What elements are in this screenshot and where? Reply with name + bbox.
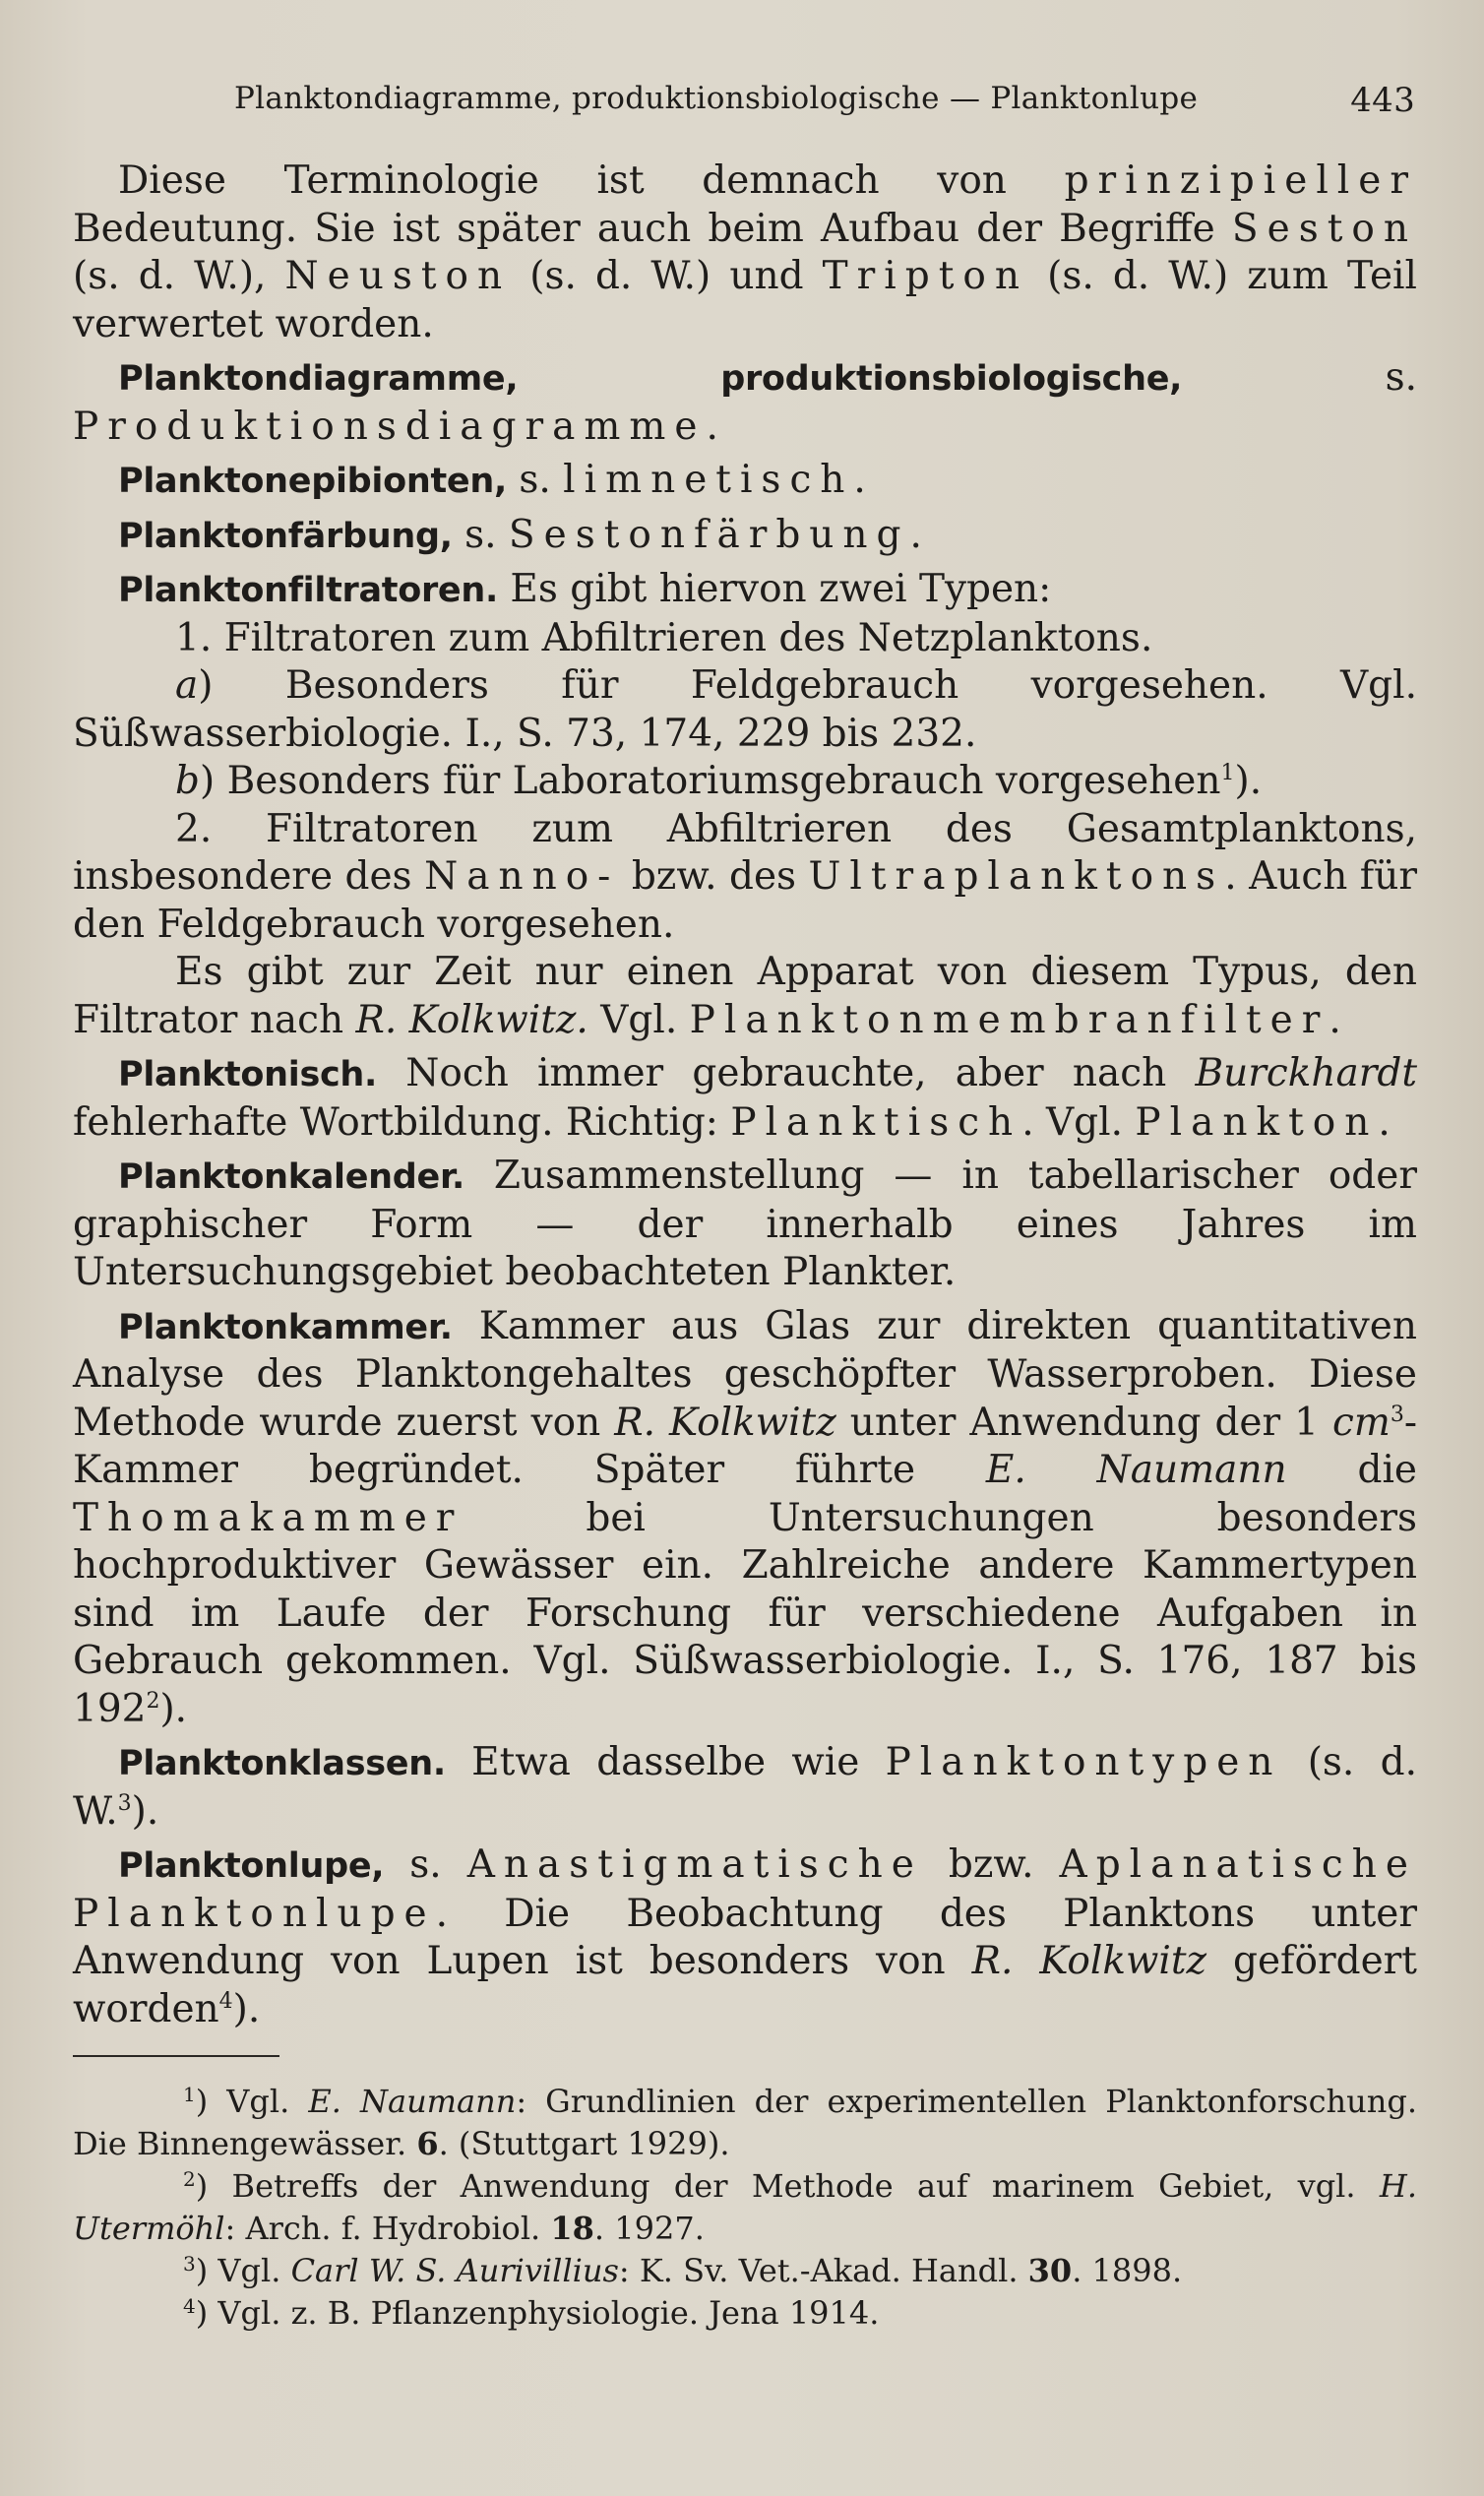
cross-reference: limnetisch (563, 458, 854, 502)
running-title: Planktondiagramme, produktionsbiologische — Planktonlupe (234, 81, 1199, 116)
entry-planktonisch: Planktonisch. Noch immer gebrauchte, aber nach Burckhardt fehlerhafte Wortbildung. Richtig: Planktisch. Vgl. Plankton. (73, 1051, 1417, 1145)
entry-term: Planktonfärbung, (118, 516, 453, 556)
page-body (73, 157, 1417, 2335)
spaced-term: Nanno- (424, 854, 620, 899)
cross-reference: Aplanatische Planktonlupe (73, 1842, 1417, 1936)
entry-planktonepibionten: Planktonepibionten, s. limnetisch. (118, 458, 866, 502)
page-number: 443 (1350, 81, 1415, 120)
entry-term: Planktonepibionten, (118, 462, 507, 501)
cross-reference: Planktontypen (885, 1740, 1282, 1784)
entry-planktondiagramme: Planktondiagramme, produktionsbiologische, s. Produktionsdiagramme. (73, 355, 1417, 449)
author-name: Burckhardt (1195, 1051, 1417, 1095)
spaced-term: Seston (1231, 206, 1417, 251)
footnote-3: $^3$) Vgl. Carl W. S. Aurivillius: K. Sv. Vet.-Akad. Handl. 30. 1898. (183, 2252, 1183, 2289)
footnote-4: $^4$) Vgl. z. B. Pflanzenphysiologie. Jena 1914. (183, 2294, 880, 2332)
entry-planktonfiltratoren: Planktonfiltratoren. Es gibt hiervon zwei Typen: (118, 567, 1052, 611)
footnotes (73, 2081, 1417, 2335)
spaced-term: Tripton (822, 254, 1029, 298)
cross-reference: Anastigmatische (466, 1842, 923, 1887)
footnote-1: $^1$) Vgl. E. Naumann: Grundlinien der experimentellen Planktonforschung. Die Binnengewässer. 6. (Stuttgart 1929). (73, 2083, 1417, 2162)
entry-planktonklassen: Planktonklassen. Etwa dasselbe wie Planktontypen (s. d. W.$^3$). (73, 1740, 1417, 1834)
cross-reference: Produktionsdiagramme (73, 404, 707, 449)
list-item-2: 2. Filtratoren zum Abfiltrieren des Gesamtplanktons, insbesondere des Nanno- bzw. des Ultraplanktons. Auch für den Feldgebrauch vorgesehen. (73, 806, 1417, 947)
entry-planktonfaerbung: Planktonfärbung, s. Sestonfärbung. (118, 512, 922, 557)
spaced-term: Ultraplanktons (808, 854, 1225, 899)
paragraph-filtrator: Es gibt zur Zeit nur einen Apparat von diesem Typus, den Filtrator nach R. Kolkwitz. Vgl. Planktonmembranfilter. (73, 950, 1417, 1042)
entry-term: Planktonklassen. (118, 1744, 446, 1783)
footnote-ref: 2 (146, 1688, 160, 1714)
author-name: R. Kolkwitz (614, 1400, 836, 1445)
spaced-term: Thomakammer (73, 1495, 464, 1540)
entry-term: Planktonlupe, (118, 1846, 385, 1886)
footnote-ref: 3 (117, 1790, 132, 1816)
footnote-ref: 1 (1220, 761, 1235, 785)
list-item-1b: b) Besonders für Laboratoriumsgebrauch vorgesehen$^1$). (175, 759, 1263, 803)
paragraph-terminologie: Diese Terminologie ist demnach von prinzipieller Bedeutung. Sie ist später auch beim Aufbau der Begriffe Seston (s. d. W.), Neuston (s. d. W.) und Tripton (s. d. W.) zum Teil verwertet worden. (73, 158, 1417, 346)
footnote-2: $^2$) Betreffs der Anwendung der Methode auf marinem Gebiet, vgl. H. Utermöhl: Arch. f. Hydrobiol. 18. 1927. (73, 2167, 1417, 2247)
cross-reference: Sestonfärbung (508, 512, 910, 557)
footnote-divider (73, 2055, 279, 2057)
entry-term: Planktonkammer. (118, 1307, 453, 1347)
entry-term: Planktonkalender. (118, 1157, 464, 1197)
entry-planktonlupe: Planktonlupe, s. Anastigmatische bzw. Aplanatische Planktonlupe. Die Beobachtung des Planktons unter Anwendung von Lupen ist besonders von R. Kolkwitz gefördert worden$^4$). (73, 1842, 1417, 2031)
entry-planktonkammer: Planktonkammer. Kammer aus Glas zur direkten quantitativen Analyse des Planktongehaltes geschöpfter Wasserproben. Diese Methode wurde zuerst von R. Kolkwitz unter Anwendung der 1 $cm^3$-Kammer begründet. Später führte E. Naumann die Thomakammer bei Untersuchungen besonders hochproduktiver Gewässer ein. Zahlreiche andere Kammertypen sind im Laufe der Forschung für verschiedene Aufgaben in Gebrauch gekommen. Vgl. Süßwasserbiologie. I., S. 176, 187 bis $192^2$). (73, 1303, 1418, 1731)
spaced-term: Neuston (284, 254, 512, 298)
list-item-1a: a) Besonders für Feldgebrauch vorgesehen. Vgl. Süßwasserbiologie. I., S. 73, 174, 229 bis 232. (73, 663, 1417, 756)
list-item-1: 1. Filtratoren zum Abfiltrieren des Netzplanktons. (175, 615, 1153, 660)
entry-term: Planktondiagramme, produktionsbiologische, (118, 359, 1183, 399)
cross-reference: Planktonmembranfilter (689, 997, 1329, 1042)
spaced-term: Planktisch (730, 1099, 1022, 1145)
entry-term: Planktonisch. (118, 1055, 378, 1094)
entry-planktonkalender: Planktonkalender. Zusammenstellung — in tabellarischer oder graphischer Form — der innerhalb eines Jahres im Untersuchungsgebiet beobachteten Plankter. (73, 1154, 1417, 1294)
cross-reference: Plankton (1135, 1099, 1379, 1145)
author-name: R. Kolkwitz (971, 1939, 1207, 1983)
entry-term: Planktonfiltratoren. (118, 571, 498, 610)
spaced-term: prinzipieller (1064, 158, 1417, 203)
author-name: E. Naumann (985, 1448, 1287, 1492)
page-header (234, 81, 1415, 130)
author-name: R. Kolkwitz. (355, 997, 588, 1042)
footnote-ref: 4 (218, 1988, 233, 2014)
